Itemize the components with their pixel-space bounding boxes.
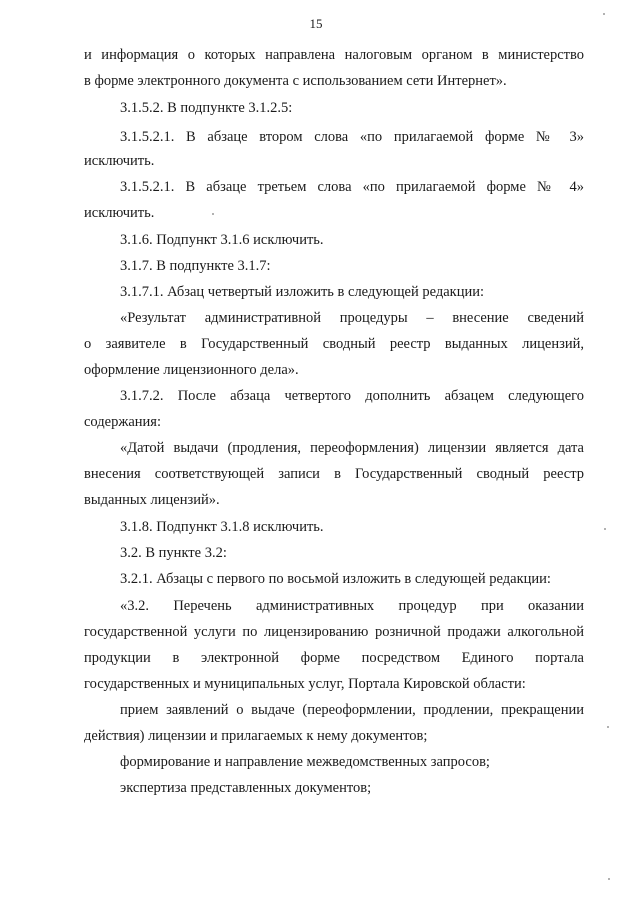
text-line: прием заявлений о выдаче (переоформлении, продлении, прекращении	[120, 702, 584, 718]
scan-speck	[604, 528, 606, 530]
text-line: внесения соответствующей записи в Государственный сводный реестр	[84, 466, 584, 482]
text-line: 3.1.8. Подпункт 3.1.8 исключить.	[120, 519, 324, 535]
text-line: исключить.	[84, 153, 155, 169]
text-line: 3.1.7.1. Абзац четвертый изложить в следующей редакции:	[120, 284, 485, 300]
text-line: 3.2. В пункте 3.2:	[120, 545, 227, 561]
text-line: исключить.	[84, 205, 155, 221]
scan-speck	[607, 726, 609, 728]
scan-speck	[212, 213, 214, 215]
text-line: экспертиза представленных документов;	[120, 780, 372, 796]
text-line: в форме электронного документа с использованием сети Интернет».	[84, 73, 507, 89]
scan-speck	[603, 13, 605, 15]
text-line: 3.1.5.2.1. В абзаце третьем слова «по прилагаемой форме № 4»	[120, 179, 584, 195]
scan-speck	[608, 878, 610, 880]
text-line: 3.1.5.2.1. В абзаце втором слова «по прилагаемой форме № 3»	[120, 129, 584, 145]
text-line: о заявителе в Государственный сводный реестр выданных лицензий,	[84, 336, 584, 352]
text-line: государственной услуги по лицензированию розничной продажи алкогольной	[84, 624, 584, 640]
page-number: 15	[309, 16, 323, 31]
text-line: действия) лицензии и прилагаемых к нему документов;	[84, 728, 428, 744]
text-line: выданных лицензий».	[84, 492, 220, 508]
text-line: 3.1.7. В подпункте 3.1.7:	[120, 258, 271, 274]
text-line: 3.1.6. Подпункт 3.1.6 исключить.	[120, 232, 324, 248]
text-line: «Результат административной процедуры – внесение сведений	[120, 310, 584, 326]
text-line: содержания:	[84, 414, 162, 430]
text-line: «Датой выдачи (продления, переоформления) лицензии является дата	[120, 440, 584, 456]
text-line: оформление лицензионного дела».	[84, 362, 299, 378]
text-line: 3.2.1. Абзацы с первого по восьмой изложить в следующей редакции:	[120, 571, 551, 587]
text-line: формирование и направление межведомственных запросов;	[120, 754, 490, 770]
text-line: 3.1.7.2. После абзаца четвертого дополнить абзацем следующего	[120, 388, 584, 404]
text-line: продукции в электронной форме посредством Единого портала	[84, 650, 584, 666]
text-line: «3.2. Перечень административных процедур при оказании	[120, 598, 584, 614]
text-line: и информация о которых направлена налоговым органом в министерство	[84, 47, 584, 63]
text-line: государственных и муниципальных услуг, Портала Кировской области:	[84, 676, 526, 692]
text-line: 3.1.5.2. В подпункте 3.1.2.5:	[120, 100, 293, 116]
